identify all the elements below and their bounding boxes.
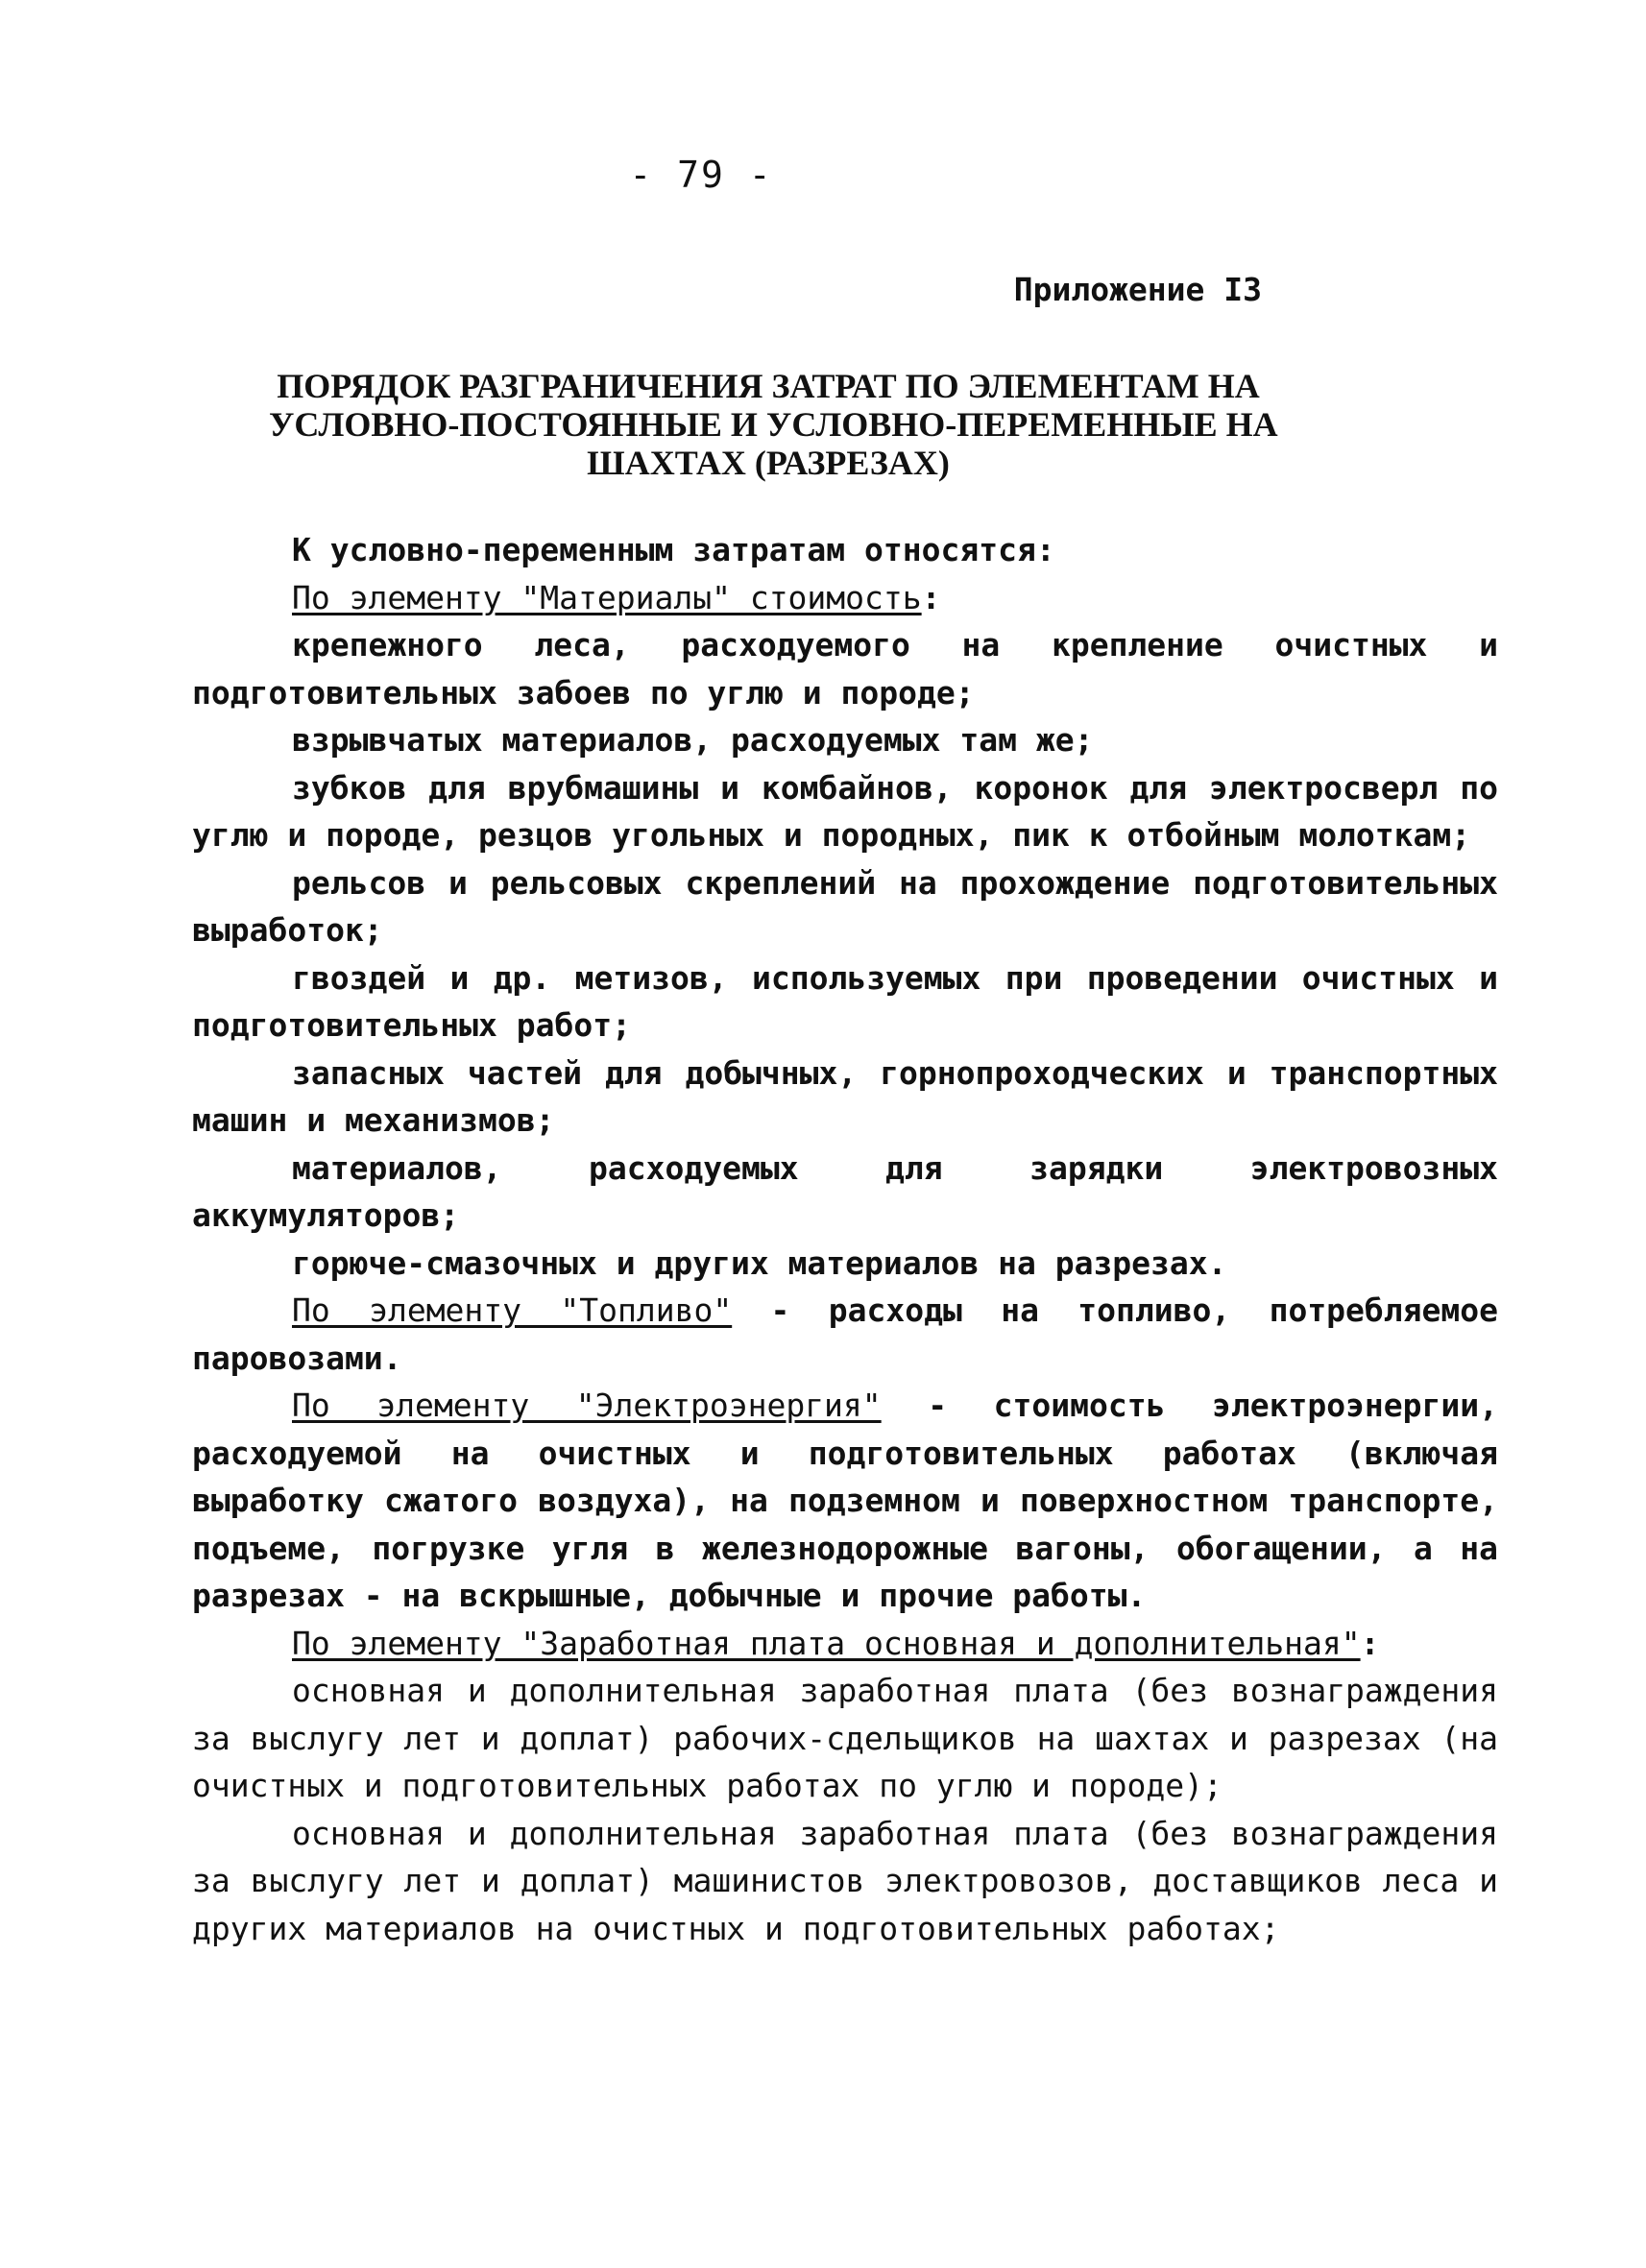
wages-heading: По элементу "Заработная плата основная и дополнительная" bbox=[292, 1624, 1361, 1662]
materials-heading-tail: : bbox=[921, 578, 941, 616]
wages-heading-paragraph bbox=[192, 1620, 1498, 1668]
materials-heading: По элементу "Материалы" стоимость bbox=[292, 578, 922, 616]
fuel-paragraph bbox=[192, 1287, 1498, 1382]
title-line: ШАХТАХ (РАЗРЕЗАХ) bbox=[587, 444, 950, 482]
materials-heading-paragraph bbox=[192, 574, 1498, 622]
intro-paragraph: К условно-переменным затратам относятся: bbox=[292, 531, 1055, 568]
appendix-label: Приложение I3 bbox=[1013, 271, 1262, 308]
paragraph-wages-piecework: основная и дополнительная заработная плата (без вознаграждения за выслугу лет и доплат) рабочих-сдельщиков на шахтах и разрезах (на очистных и подготовительных работах по углю и породе); bbox=[192, 1672, 1498, 1804]
paragraph-battery-materials: материалов, расходуемых для зарядки электровозных аккумуляторов; bbox=[192, 1148, 1498, 1234]
paragraph-explosives: взрывчатых материалов, расходуемых там же; bbox=[292, 721, 1094, 759]
paragraph-timber: крепежного леса, расходуемого на крепление очистных и подготовительных забоев по углю и породе; bbox=[192, 626, 1498, 712]
electricity-paragraph bbox=[192, 1382, 1498, 1620]
electricity-text: - стоимость электроэнергии, расходуемой на очистных и подготовительных работах (включая выработку сжатого воздуха), на подземном и поверхностном транспорте, подъеме, погрузке угля в железнодорожные вагоны, обогащении, а на разрезах - на вскрышные, добычные и прочие работы. bbox=[192, 1387, 1499, 1614]
fuel-heading: По элементу "Топливо" bbox=[292, 1291, 733, 1329]
paragraph-teeth: зубков для врубмашины и комбайнов, коронок для электросверл по углю и породе, резцов угольных и породных, пик к отбойным молоткам; bbox=[192, 768, 1498, 854]
electricity-heading: По элементу "Электроэнергия" bbox=[292, 1387, 882, 1424]
title-line: УСЛОВНО-ПОСТОЯННЫЕ И УСЛОВНО-ПЕРЕМЕННЫЕ НА bbox=[269, 405, 1278, 444]
paragraph-rails: рельсов и рельсовых скреплений на прохождение подготовительных выработок; bbox=[192, 863, 1498, 949]
fuel-text: - расходы на топливо, потребляемое паровозами. bbox=[192, 1291, 1498, 1377]
wages-heading-tail: : bbox=[1360, 1624, 1380, 1662]
title-line: ПОРЯДОК РАЗГРАНИЧЕНИЯ ЗАТРАТ ПО ЭЛЕМЕНТАМ НА bbox=[277, 367, 1260, 405]
page-number: - 79 - bbox=[629, 154, 773, 196]
document-body bbox=[192, 526, 1498, 1952]
paragraph-fuel-lubricants: горюче-смазочных и других материалов на разрезах. bbox=[292, 1243, 1227, 1282]
document-title bbox=[269, 367, 1278, 482]
paragraph-nails: гвоздей и др. метизов, используемых при проведении очистных и подготовительных работ; bbox=[192, 958, 1498, 1044]
paragraph-spare-parts: запасных частей для добычных, горнопроходческих и транспортных машин и механизмов; bbox=[192, 1053, 1498, 1139]
paragraph-wages-drivers: основная и дополнительная заработная плата (без вознаграждения за выслугу лет и доплат) машинистов электровозов, доставщиков леса и других материалов на очистных и подготовительных работах; bbox=[192, 1814, 1498, 1947]
